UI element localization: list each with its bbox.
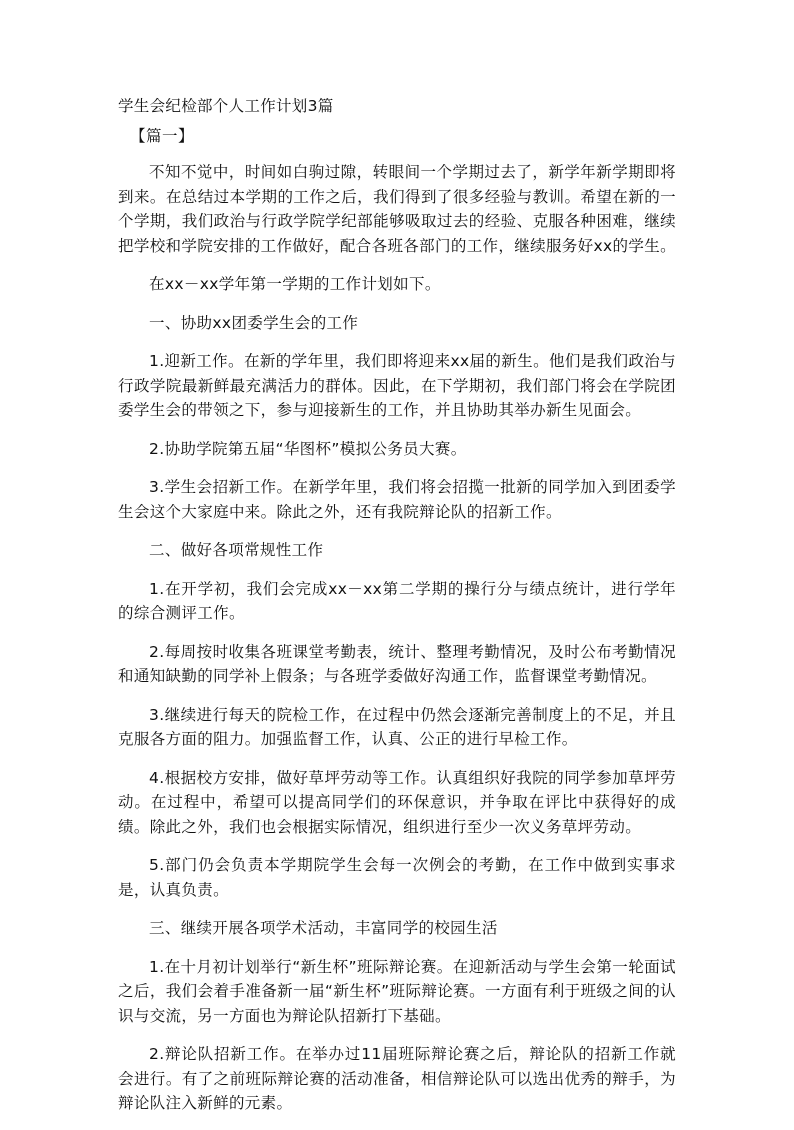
paragraph-item: 2.每周按时收集各班课堂考勤表，统计、整理考勤情况，及时公布考勤情况和通知缺勤的同学补上假条；与各班学委做好沟通工作，监督课堂考勤情况。 [118,642,676,685]
paragraph-item: 2.协助学院第五届“华图杯”模拟公务员大赛。 [149,439,467,458]
paragraph-item: 1.在开学初，我们会完成xx－xx第二学期的操行分与绩点统计，进行学年的综合测评工作。 [118,579,676,622]
paragraph-item: 1.在十月初计划举行“新生杯”班际辩论赛。在迎新活动与学生会第一轮面试之后，我们会着手准备新一届“新生杯”班际辩论赛。一方面有利于班级之间的认识与交流，另一方面也为辩论队招新打下基础。 [118,957,676,1025]
heading-part-three: 三、继续开展各项学术活动，丰富同学的校园生活 [149,919,498,937]
section-label: 【篇一】 [130,127,195,145]
document-page [118,94,676,1130]
paragraph-plan-intro: 在xx－xx学年第一学期的工作计划如下。 [149,275,441,293]
document-title: 学生会纪检部个人工作计划3篇 [118,97,334,115]
paragraph-item: 2.辩论队招新工作。在举办过11届班际辩论赛之后，辩论队的招新工作就会进行。有了之前班际辩论赛的活动准备，相信辩论队可以选出优秀的辩手，为辩论队注入新鲜的元素。 [118,1045,676,1112]
heading-part-one: 一、协助xx团委学生会的工作 [149,313,359,332]
paragraph-item: 4.根据校方安排，做好草坪劳动等工作。认真组织好我院的同学参加草坪劳动。在过程中，希望可以提高同学们的环保意识，并争取在评比中获得好的成绩。除此之外，我们也会根据实际情况，组织进行至少一次义务草坪劳动。 [118,768,676,836]
paragraph-item: 1.迎新工作。在新的学年里，我们即将迎来xx届的新生。他们是我们政治与行政学院最新鲜最充满活力的群体。因此，在下学期初，我们部门将会在学院团委学生会的带领之下，参与迎接新生的工作，并且协助其举办新生见面会。 [118,352,676,419]
paragraph-item: 5.部门仍会负责本学期院学生会每一次例会的考勤，在工作中做到实事求是，认真负责。 [118,856,676,899]
paragraph-item: 3.学生会招新工作。在新学年里，我们将会招揽一批新的同学加入到团委学生会这个大家庭中来。除此之外，还有我院辩论队的招新工作。 [118,478,676,521]
heading-part-two: 二、做好各项常规性工作 [149,541,324,559]
paragraph-item: 3.继续进行每天的院检工作，在过程中仍然会逐渐完善制度上的不足，并且克服各方面的阻力。加强监督工作，认真、公正的进行早检工作。 [118,705,676,748]
paragraph-intro: 不知不觉中，时间如白驹过隙，转眼间一个学期过去了，新学年新学期即将到来。在总结过本学期的工作之后，我们得到了很多经验与教训。希望在新的一个学期，我们政治与行政学院学纪部能够吸取过去的经验、克服各种困难，继续把学校和学院安排的工作做好，配合各班各部门的工作，继续服务好xx的学生。 [118,163,676,255]
